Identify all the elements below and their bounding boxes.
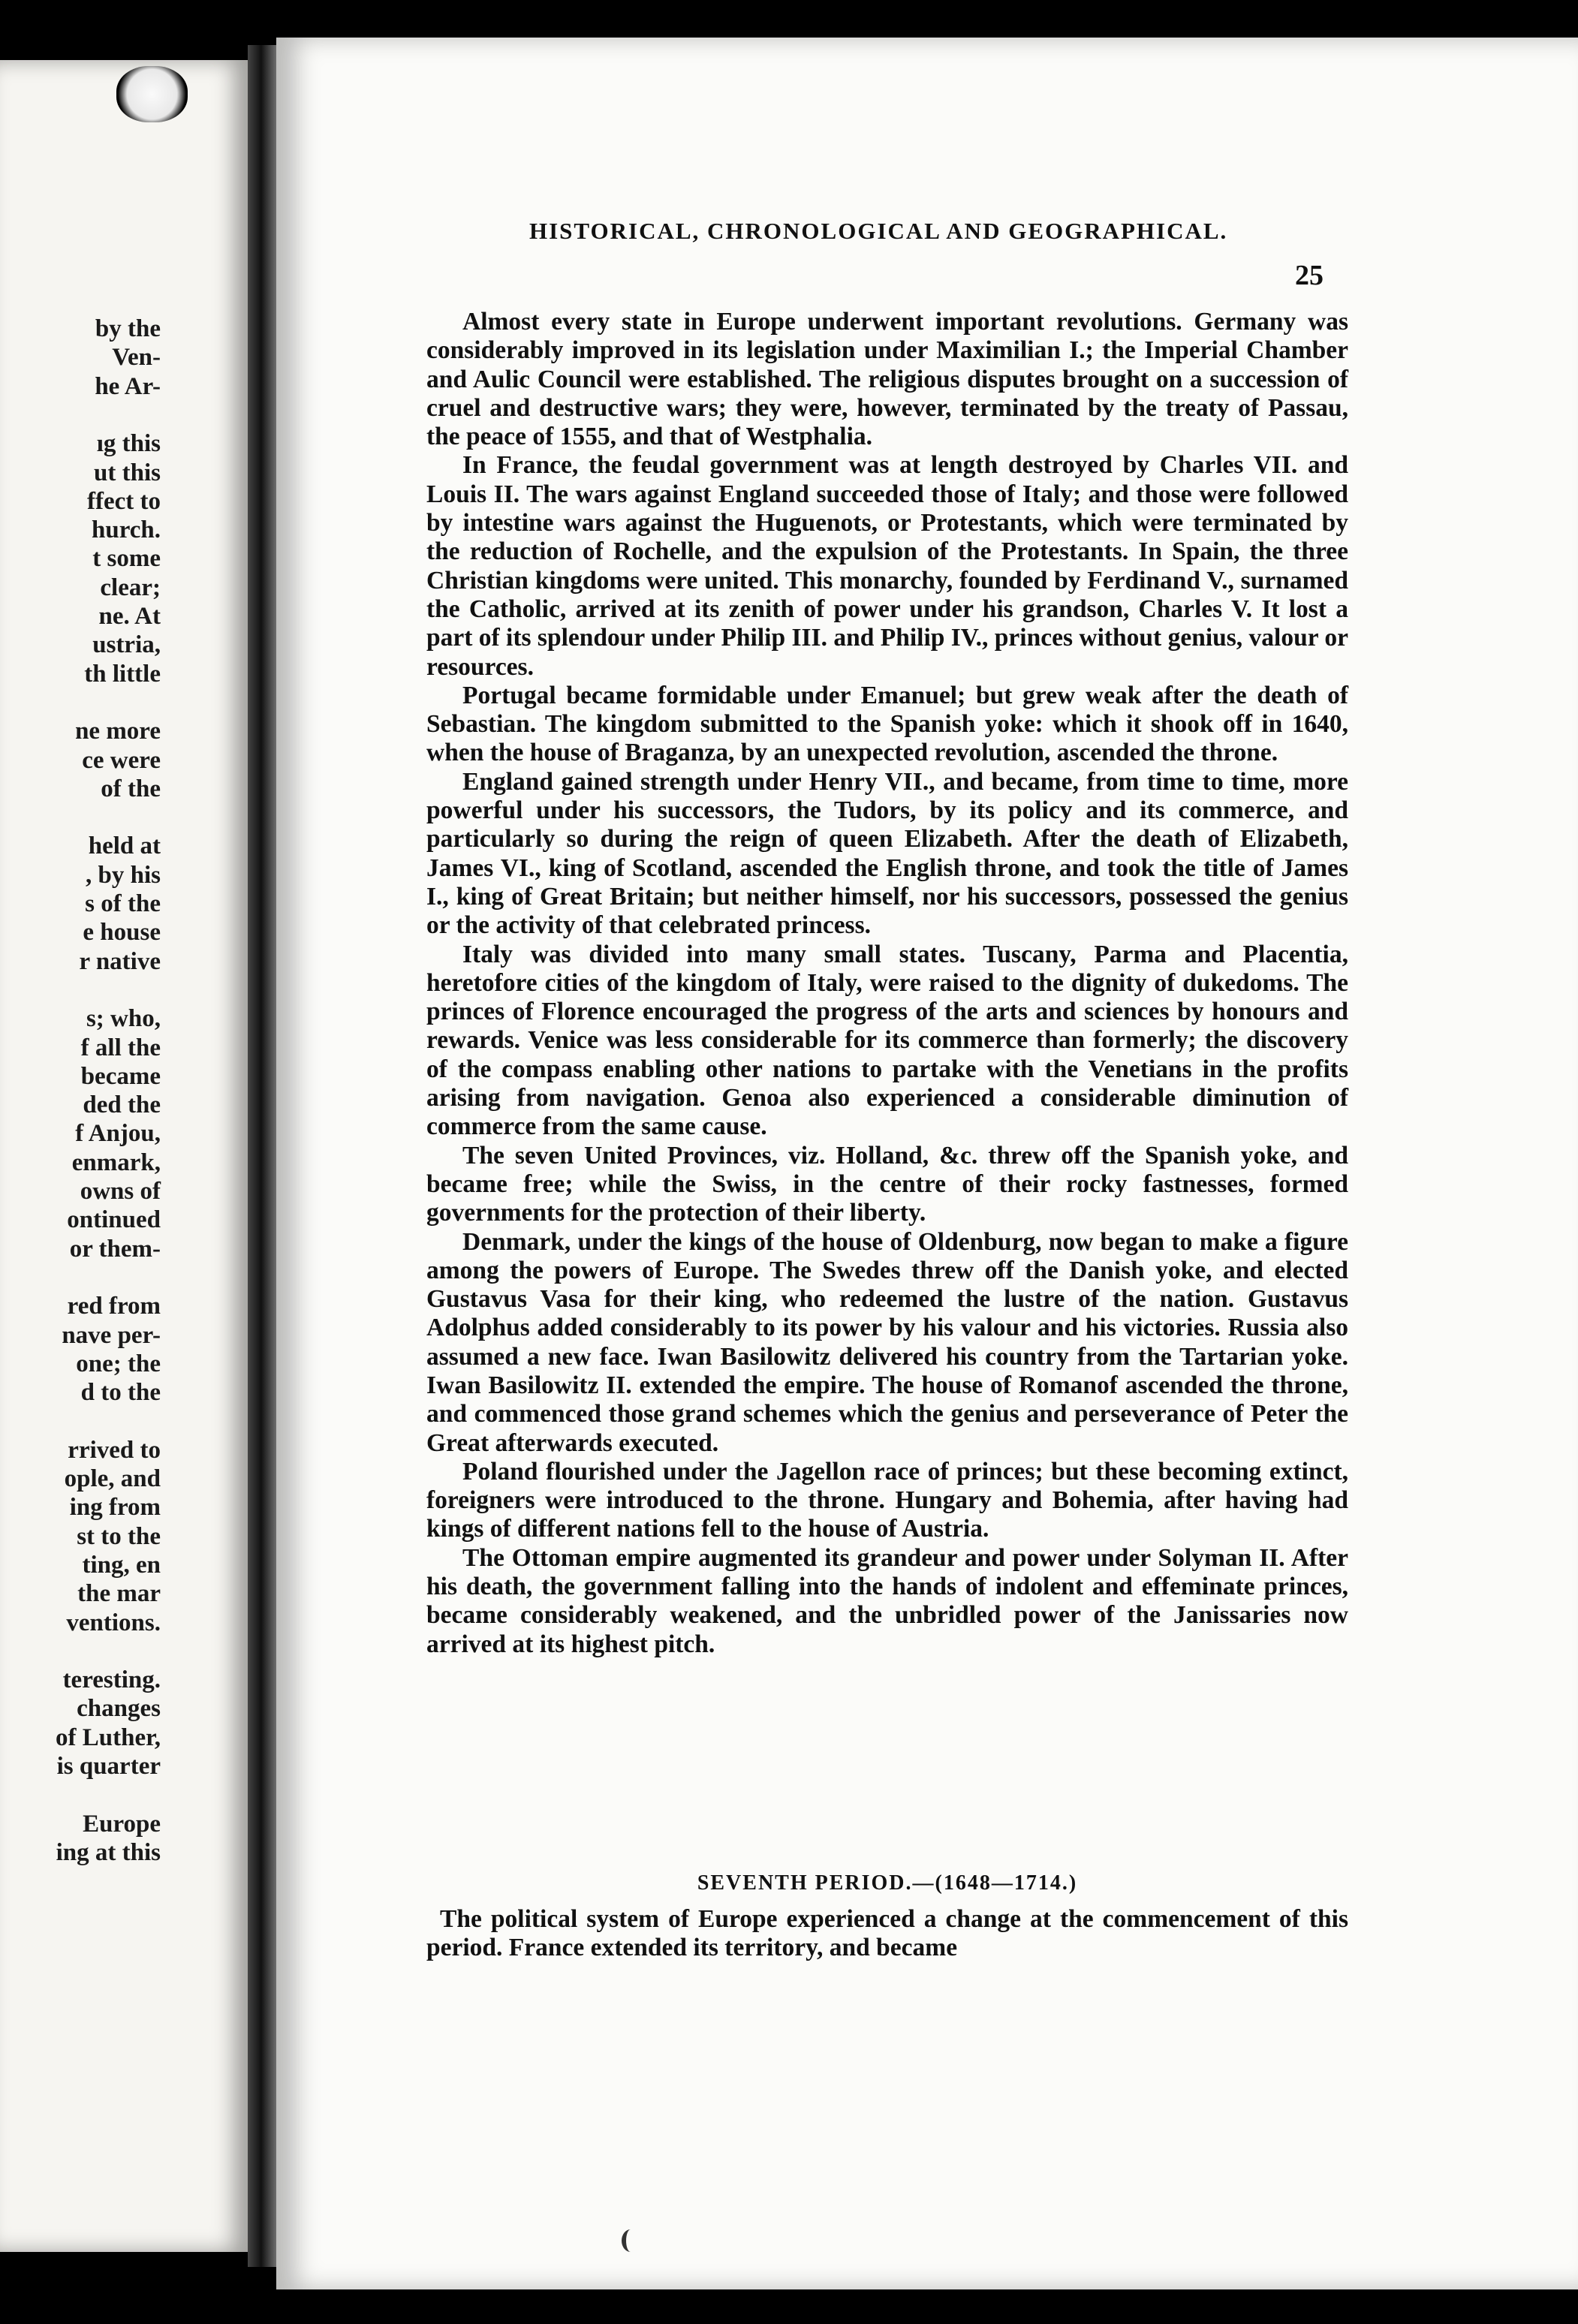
left-page-line: ce were (82, 746, 161, 774)
left-page-line: Europe (83, 1810, 161, 1838)
left-page-line: ut this (94, 459, 161, 486)
left-page-line: or them- (69, 1235, 161, 1263)
paragraph: The Ottoman empire augmented its grandeur and power under Solyman II. After his death, the government falling into the hands of indolent and effeminate princes, became considerably weakened, and the unbridled power of the Janissaries now arrived at its highest pitch. (426, 1543, 1348, 1658)
left-page-line: f all the (80, 1034, 161, 1061)
left-page-line: hurch. (91, 516, 161, 544)
paragraph: In France, the feudal government was at length destroyed by Charles VII. and Louis II. The wars against England succeeded those of Italy; and those were followed by intestine wars against the Huguenots, or Protestants, which were terminated by the reduction of Rochelle, and the expulsion of the Protestants. In Spain, the three Christian kingdoms were united. This monarchy, founded by Ferdinand V., surnamed the Catholic, arrived at its zenith of power under his grandson, Charles V. It lost a part of its splendour under Philip III. and Philip IV., princes without genius, valour or resources. (426, 451, 1349, 681)
page-ornament (116, 66, 188, 122)
left-page-line: held at (88, 832, 161, 860)
left-page-line: Ven- (112, 344, 161, 372)
left-page-line: one; the (76, 1350, 161, 1377)
left-page-line: red from (67, 1293, 161, 1320)
left-page-line: ne more (75, 718, 161, 745)
left-page-line: , by his (86, 861, 161, 889)
left-page-line: f Anjou, (75, 1120, 161, 1148)
left-page-line: ustria, (92, 631, 161, 659)
left-page-line: of the (101, 775, 161, 802)
left-page-line: th little (84, 660, 161, 688)
left-page-line: ople, and (64, 1465, 161, 1492)
left-page-line: became (80, 1062, 161, 1090)
left-page-line: ing at this (56, 1838, 161, 1866)
left-page-line: the mar (77, 1580, 161, 1608)
left-page-line: ting, en (82, 1551, 161, 1579)
left-page-line: ventions. (66, 1609, 161, 1636)
left-page-line: is quarter (56, 1753, 161, 1780)
left-page-line: changes (77, 1695, 161, 1723)
left-page-line: teresting. (62, 1666, 161, 1694)
left-page-line: e house (83, 919, 161, 947)
paragraph: The political system of Europe experienced a change at the commencement of this period. France extended its territory, and became (426, 1905, 1348, 1962)
running-header (255, 218, 1336, 255)
left-page-line: rrived to (68, 1436, 161, 1464)
left-page-line: ffect to (86, 487, 161, 515)
paragraph: Italy was divided into many small states. Tuscany, Parma and Placentia, heretofore cities of the kingdom of Italy, were raised to the dignity of dukedoms. The princes of Florence encouraged the progress of the arts and sciences by honours and rewards. Venice was less considerable for its commerce than formerly; the discovery of the compass enabling other nations to partake with the Venetians in the profits arising from navigation. Genoa also experienced a considerable diminution of commerce from the same cause. (426, 940, 1348, 1141)
left-page-line: enmark, (71, 1148, 161, 1176)
left-page-line: clear; (100, 573, 161, 601)
paragraph: Poland flourished under the Jagellon race of princes; but these becoming extinct, foreigners were introduced to the throne. Hungary and Bohemia, after having had kings of different nations fell to the house of Austria. (426, 1457, 1348, 1543)
left-page-line: s; who, (86, 1005, 161, 1033)
left-facing-page (0, 60, 248, 2252)
running-head-title: HISTORICAL, CHRONOLOGICAL AND GEOGRAPHICAL. (529, 218, 1228, 244)
left-page-line: ontinued (67, 1206, 161, 1234)
page-number: 25 (1295, 260, 1324, 291)
left-page-line: ded the (83, 1091, 161, 1119)
left-page-line: he Ar- (95, 372, 161, 400)
left-page-line: st to the (77, 1522, 161, 1550)
book-gutter (248, 45, 278, 2267)
paragraph: Portugal became formidable under Emanuel; but grew weak after the death of Sebastian. The kingdom submitted to the Spanish yoke: which it shook off in 1640, when the house of Braganza, by an unexpected revolution, ascended the throne. (426, 681, 1348, 767)
left-page-line: t some (92, 545, 161, 573)
left-page-line: ıg this (96, 430, 161, 458)
left-page-line: s of the (85, 890, 161, 917)
left-page-line: nave per- (62, 1321, 161, 1349)
left-page-line: by the (95, 315, 161, 342)
paragraph: England gained strength under Henry VII., and became, from time to time, more powerful under his successors, the Tudors, by its policy and its commerce, and particularly so during the reign of queen Elizabeth. After the death of Elizabeth, James VI., king of Scotland, ascended the English throne, and took the title of James I., king of Great Britain; but neither himself, nor his successors, possessed the genius or the activity of that celebrated princess. (426, 767, 1348, 940)
left-page-line: ne. At (98, 603, 161, 630)
body-text (426, 308, 1348, 1659)
left-page-line: of Luther, (56, 1723, 161, 1751)
left-page-line: ing from (69, 1494, 161, 1522)
paragraph: Denmark, under the kings of the house of Oldenburg, now began to make a figure among the powers of Europe. The Swedes threw off the Danish yoke, and elected Gustavus Vasa for their king, who redeemed the lustre of the nation. Gustavus Adolphus added considerably to its power by his valour and his victories. Russia also assumed a new face. Iwan Basilowitz delivered his country from the Tartarian yoke. Iwan Basilowitz II. extended the empire. The house of Romanof ascended the throne, and commenced those grand schemes which the genius and perseverance of Peter the Great afterwards executed. (426, 1227, 1348, 1457)
left-page-line: d to the (80, 1379, 161, 1407)
section-heading: SEVENTH PERIOD.—(1648—1714.) (697, 1871, 1078, 1895)
binding-mark (622, 2229, 640, 2252)
paragraph: The seven United Provinces, viz. Holland, &c. threw off the Spanish yoke, and became free; while the Swiss, in the centre of their rocky fastnesses, formed governments for the protection of their liberty. (426, 1141, 1348, 1227)
section-body (426, 1905, 1348, 1963)
left-page-line: r native (79, 947, 161, 975)
left-page-line: owns of (80, 1178, 161, 1205)
paragraph: Almost every state in Europe underwent important revolutions. Germany was considerably improved in its legislation under Maximilian I.; the Imperial Chamber and Aulic Council were established. The religious disputes brought on a succession of cruel and destructive wars; they were, however, terminated by the treaty of Passau, the peace of 1555, and that of Westphalia. (426, 308, 1348, 451)
